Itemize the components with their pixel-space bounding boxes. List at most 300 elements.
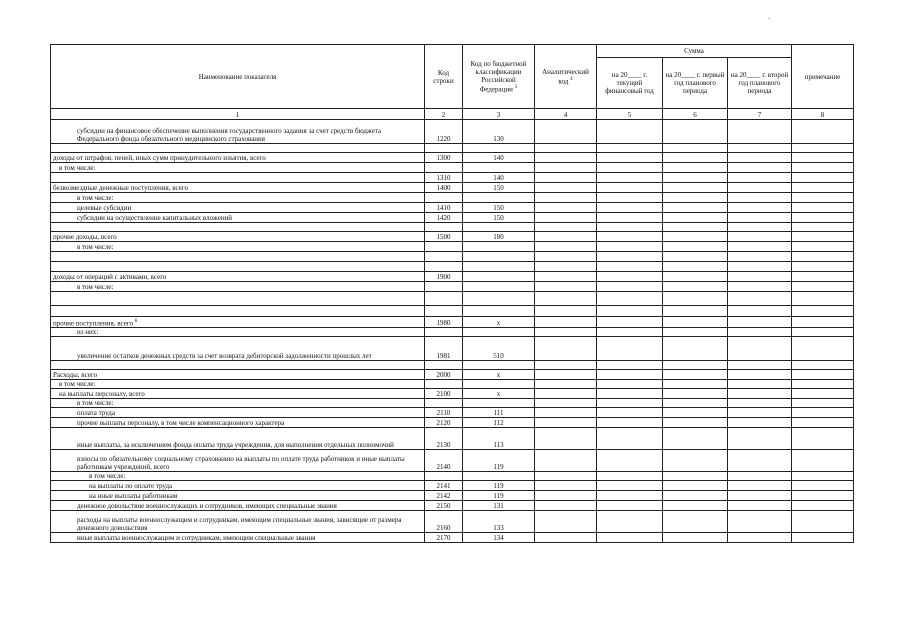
empty-value-cell[interactable] — [535, 183, 597, 193]
empty-value-cell[interactable] — [597, 491, 663, 501]
empty-value-cell[interactable] — [728, 481, 792, 491]
row-name-text: денежное довольствие военнослужащих и сотрудников, имеющих специальные звания — [77, 502, 337, 510]
row-name-text: в том числе: — [89, 472, 126, 480]
row-code: 1400 — [425, 183, 463, 193]
row-name-text: прочие поступления, всего — [53, 319, 134, 327]
row-indicator-name — [51, 511, 425, 533]
empty-value-cell[interactable] — [663, 153, 728, 163]
empty-value-cell[interactable] — [535, 193, 597, 203]
table-row — [51, 361, 854, 370]
row-name-text: субсидии на осуществление капитальных вложений — [77, 214, 233, 222]
empty-value-cell[interactable] — [792, 183, 854, 193]
row-bk-code — [463, 262, 535, 272]
row-indicator-name — [51, 317, 425, 328]
table-row — [51, 370, 854, 380]
row-indicator-name — [51, 144, 425, 153]
empty-value-cell[interactable] — [535, 389, 597, 399]
row-indicator-name — [51, 370, 425, 380]
row-code — [425, 193, 463, 203]
empty-value-cell[interactable] — [663, 232, 728, 242]
empty-value-cell[interactable] — [597, 511, 663, 533]
empty-value-cell[interactable] — [792, 511, 854, 533]
column-number: 1 — [51, 109, 425, 120]
column-number: 5 — [597, 109, 663, 120]
header-bk — [463, 45, 535, 109]
empty-value-cell[interactable] — [728, 173, 792, 183]
empty-value-cell[interactable] — [792, 120, 854, 144]
table-row — [51, 418, 854, 428]
empty-value-cell[interactable] — [792, 501, 854, 511]
empty-value-cell[interactable] — [663, 511, 728, 533]
table-row — [51, 399, 854, 408]
empty-value-cell[interactable] — [728, 317, 792, 328]
row-indicator-name — [51, 389, 425, 399]
empty-value-cell[interactable] — [792, 370, 854, 380]
empty-value-cell[interactable] — [535, 292, 597, 306]
row-code: 2142 — [425, 491, 463, 501]
empty-value-cell[interactable] — [597, 408, 663, 418]
row-indicator-name — [51, 380, 425, 389]
empty-value-cell[interactable] — [663, 183, 728, 193]
empty-value-cell[interactable] — [597, 501, 663, 511]
table-row — [51, 232, 854, 242]
row-indicator-name — [51, 203, 425, 213]
empty-value-cell[interactable] — [663, 428, 728, 450]
row-code — [425, 361, 463, 370]
row-code: 1310 — [425, 173, 463, 183]
empty-value-cell[interactable] — [597, 232, 663, 242]
empty-value-cell[interactable] — [597, 163, 663, 173]
empty-value-cell[interactable] — [728, 491, 792, 501]
row-name-text: расходы на выплаты военнослужащим и сотрудникам, имеющим специальные звания, зависящие от размера денежного довольствия — [77, 516, 402, 532]
empty-value-cell[interactable] — [663, 144, 728, 153]
empty-value-cell[interactable] — [597, 282, 663, 292]
table-row — [51, 120, 854, 144]
empty-value-cell[interactable] — [728, 418, 792, 428]
empty-value-cell[interactable] — [535, 501, 597, 511]
empty-value-cell[interactable] — [792, 232, 854, 242]
empty-value-cell[interactable] — [597, 361, 663, 370]
row-code: 1410 — [425, 203, 463, 213]
empty-value-cell[interactable] — [535, 282, 597, 292]
header-analytic — [535, 45, 597, 109]
empty-value-cell[interactable] — [792, 408, 854, 418]
empty-value-cell[interactable] — [663, 193, 728, 203]
header-name: Наименование показателя — [51, 45, 425, 109]
empty-value-cell[interactable] — [597, 183, 663, 193]
row-code: 1300 — [425, 153, 463, 163]
empty-value-cell[interactable] — [663, 370, 728, 380]
row-bk-code: 510 — [463, 337, 535, 361]
empty-value-cell[interactable] — [535, 203, 597, 213]
empty-value-cell[interactable] — [792, 252, 854, 262]
table-row — [51, 292, 854, 306]
empty-value-cell[interactable] — [535, 120, 597, 144]
empty-value-cell[interactable] — [535, 163, 597, 173]
table-row — [51, 337, 854, 361]
empty-value-cell[interactable] — [663, 533, 728, 543]
empty-value-cell[interactable] — [597, 153, 663, 163]
empty-value-cell[interactable] — [663, 163, 728, 173]
empty-value-cell[interactable] — [535, 232, 597, 242]
row-name-text: на выплаты персоналу, всего — [59, 390, 145, 398]
empty-value-cell[interactable] — [597, 242, 663, 252]
row-bk-code: 134 — [463, 533, 535, 543]
empty-value-cell[interactable] — [728, 292, 792, 306]
row-indicator-name — [51, 533, 425, 543]
empty-value-cell[interactable] — [792, 337, 854, 361]
row-name-text: прочие доходы, всего — [53, 233, 117, 241]
empty-value-cell[interactable] — [792, 418, 854, 428]
corner-mark: . — [768, 12, 770, 21]
empty-value-cell[interactable] — [728, 262, 792, 272]
row-code: 1981 — [425, 337, 463, 361]
empty-value-cell[interactable] — [792, 223, 854, 232]
empty-value-cell[interactable] — [792, 153, 854, 163]
empty-value-cell[interactable] — [728, 183, 792, 193]
row-bk-code — [463, 252, 535, 262]
empty-value-cell[interactable] — [792, 399, 854, 408]
row-code: 2140 — [425, 450, 463, 472]
empty-value-cell[interactable] — [535, 533, 597, 543]
row-bk-code: 150 — [463, 213, 535, 223]
empty-value-cell[interactable] — [535, 399, 597, 408]
row-indicator-name — [51, 491, 425, 501]
row-code: 1220 — [425, 120, 463, 144]
row-bk-code: 140 — [463, 173, 535, 183]
row-code — [425, 399, 463, 408]
empty-value-cell[interactable] — [792, 328, 854, 337]
empty-value-cell[interactable] — [535, 472, 597, 481]
table-row — [51, 252, 854, 262]
empty-value-cell[interactable] — [663, 282, 728, 292]
empty-value-cell[interactable] — [535, 450, 597, 472]
row-bk-code — [463, 272, 535, 282]
row-code: 2130 — [425, 428, 463, 450]
row-name-text: прочие выплаты персоналу, в том числе компенсационного характера — [77, 419, 285, 427]
empty-value-cell[interactable] — [792, 306, 854, 317]
row-bk-code — [463, 163, 535, 173]
empty-value-cell[interactable] — [597, 144, 663, 153]
empty-value-cell[interactable] — [663, 337, 728, 361]
header-year3: на 20____ г. второй год планового периода — [728, 58, 792, 109]
table-header — [51, 45, 854, 120]
table-row — [51, 183, 854, 193]
row-bk-code — [463, 361, 535, 370]
row-bk-code: 140 — [463, 153, 535, 163]
row-name-text: на иные выплаты работникам — [89, 492, 178, 500]
empty-value-cell[interactable] — [792, 389, 854, 399]
empty-value-cell[interactable] — [728, 223, 792, 232]
row-indicator-name — [51, 418, 425, 428]
table-row — [51, 223, 854, 232]
empty-value-cell[interactable] — [792, 428, 854, 450]
row-indicator-name — [51, 163, 425, 173]
empty-value-cell[interactable] — [663, 380, 728, 389]
row-bk-code: 133 — [463, 511, 535, 533]
row-bk-code: 130 — [463, 120, 535, 144]
empty-value-cell[interactable] — [597, 173, 663, 183]
empty-value-cell[interactable] — [728, 472, 792, 481]
empty-value-cell[interactable] — [792, 361, 854, 370]
empty-value-cell[interactable] — [535, 223, 597, 232]
empty-value-cell[interactable] — [792, 193, 854, 203]
empty-value-cell[interactable] — [663, 242, 728, 252]
row-indicator-name — [51, 120, 425, 144]
empty-value-cell[interactable] — [728, 144, 792, 153]
empty-value-cell[interactable] — [663, 450, 728, 472]
empty-value-cell[interactable] — [535, 418, 597, 428]
row-indicator-name — [51, 450, 425, 472]
row-name-text: взносы по обязательному социальному страхованию на выплаты по оплате труда работников и иные выплаты работникам учреждений, всего — [77, 455, 405, 471]
empty-value-cell[interactable] — [535, 262, 597, 272]
empty-value-cell[interactable] — [663, 418, 728, 428]
empty-value-cell[interactable] — [535, 328, 597, 337]
empty-value-cell[interactable] — [535, 213, 597, 223]
empty-value-cell[interactable] — [792, 533, 854, 543]
empty-value-cell[interactable] — [597, 533, 663, 543]
empty-value-cell[interactable] — [792, 317, 854, 328]
empty-value-cell[interactable] — [728, 380, 792, 389]
empty-value-cell[interactable] — [597, 472, 663, 481]
empty-value-cell[interactable] — [663, 317, 728, 328]
row-bk-code: х — [463, 317, 535, 328]
empty-value-cell[interactable] — [597, 418, 663, 428]
empty-value-cell[interactable] — [728, 501, 792, 511]
empty-value-cell[interactable] — [597, 272, 663, 282]
empty-value-cell[interactable] — [535, 370, 597, 380]
empty-value-cell[interactable] — [728, 511, 792, 533]
empty-value-cell[interactable] — [728, 389, 792, 399]
row-bk-code — [463, 282, 535, 292]
empty-value-cell[interactable] — [663, 213, 728, 223]
empty-value-cell[interactable] — [663, 389, 728, 399]
empty-value-cell[interactable] — [728, 361, 792, 370]
empty-value-cell[interactable] — [792, 163, 854, 173]
row-code: 2150 — [425, 501, 463, 511]
empty-value-cell[interactable] — [535, 428, 597, 450]
row-code: 1420 — [425, 213, 463, 223]
empty-value-cell[interactable] — [597, 203, 663, 213]
row-code: 2120 — [425, 418, 463, 428]
empty-value-cell[interactable] — [663, 306, 728, 317]
row-name-text: в том числе: — [77, 399, 114, 407]
empty-value-cell[interactable] — [663, 472, 728, 481]
table-row — [51, 262, 854, 272]
empty-value-cell[interactable] — [663, 262, 728, 272]
table-row — [51, 408, 854, 418]
empty-value-cell[interactable] — [535, 173, 597, 183]
empty-value-cell[interactable] — [728, 153, 792, 163]
empty-value-cell[interactable] — [597, 481, 663, 491]
empty-value-cell[interactable] — [597, 389, 663, 399]
row-bk-code: 119 — [463, 450, 535, 472]
empty-value-cell[interactable] — [792, 272, 854, 282]
empty-value-cell[interactable] — [663, 361, 728, 370]
empty-value-cell[interactable] — [663, 203, 728, 213]
empty-value-cell[interactable] — [535, 306, 597, 317]
empty-value-cell[interactable] — [663, 399, 728, 408]
row-indicator-name — [51, 153, 425, 163]
empty-value-cell[interactable] — [728, 272, 792, 282]
empty-value-cell[interactable] — [597, 328, 663, 337]
empty-value-cell[interactable] — [597, 120, 663, 144]
row-code — [425, 328, 463, 337]
empty-value-cell[interactable] — [728, 328, 792, 337]
empty-value-cell[interactable] — [597, 193, 663, 203]
empty-value-cell[interactable] — [792, 242, 854, 252]
empty-value-cell[interactable] — [728, 193, 792, 203]
row-indicator-name — [51, 361, 425, 370]
table-row — [51, 472, 854, 481]
row-name-text: субсидии на финансовое обеспечение выполнения государственного задания за счет средств бюджета Федерального фонда обязательного медицинского страхования — [77, 127, 382, 143]
empty-value-cell[interactable] — [597, 252, 663, 262]
row-name-text: на выплаты по оплате труда — [89, 482, 173, 490]
row-indicator-name — [51, 282, 425, 292]
empty-value-cell[interactable] — [535, 380, 597, 389]
empty-value-cell[interactable] — [792, 262, 854, 272]
empty-value-cell[interactable] — [728, 232, 792, 242]
row-indicator-name — [51, 232, 425, 242]
row-bk-code: 180 — [463, 232, 535, 242]
row-indicator-name — [51, 501, 425, 511]
empty-value-cell[interactable] — [597, 213, 663, 223]
empty-value-cell[interactable] — [597, 380, 663, 389]
empty-value-cell[interactable] — [728, 213, 792, 223]
empty-value-cell[interactable] — [663, 292, 728, 306]
empty-value-cell[interactable] — [597, 306, 663, 317]
empty-value-cell[interactable] — [728, 533, 792, 543]
header-bk-text: Код по бюджетной классификации Российской Федерации — [470, 59, 527, 94]
row-name-text: иные выплаты, за исключением фонда оплаты труда учреждения, для выполнения отдельных полномочий — [77, 441, 394, 449]
empty-value-cell[interactable] — [597, 399, 663, 408]
empty-value-cell[interactable] — [535, 511, 597, 533]
table-row — [51, 328, 854, 337]
empty-value-cell[interactable] — [728, 252, 792, 262]
empty-value-cell[interactable] — [728, 203, 792, 213]
empty-value-cell[interactable] — [597, 370, 663, 380]
row-bk-code: 113 — [463, 428, 535, 450]
empty-value-cell[interactable] — [792, 144, 854, 153]
empty-value-cell[interactable] — [792, 380, 854, 389]
empty-value-cell[interactable] — [535, 491, 597, 501]
empty-value-cell[interactable] — [792, 282, 854, 292]
empty-value-cell[interactable] — [663, 501, 728, 511]
empty-value-cell[interactable] — [535, 481, 597, 491]
empty-value-cell[interactable] — [792, 491, 854, 501]
row-indicator-name — [51, 173, 425, 183]
table-row — [51, 282, 854, 292]
empty-value-cell[interactable] — [728, 337, 792, 361]
empty-value-cell[interactable] — [663, 272, 728, 282]
empty-value-cell[interactable] — [535, 144, 597, 153]
empty-value-cell[interactable] — [597, 337, 663, 361]
empty-value-cell[interactable] — [597, 450, 663, 472]
empty-value-cell[interactable] — [728, 370, 792, 380]
column-number: 3 — [463, 109, 535, 120]
plan-table — [50, 44, 854, 543]
empty-value-cell[interactable] — [535, 242, 597, 252]
row-bk-code: 150 — [463, 183, 535, 193]
header-note: примечание — [792, 45, 854, 109]
empty-value-cell[interactable] — [663, 408, 728, 418]
empty-value-cell[interactable] — [663, 120, 728, 144]
empty-value-cell[interactable] — [597, 292, 663, 306]
header-sum: Сумма — [597, 45, 792, 58]
row-indicator-name — [51, 272, 425, 282]
empty-value-cell[interactable] — [535, 361, 597, 370]
empty-value-cell[interactable] — [792, 292, 854, 306]
row-bk-code — [463, 242, 535, 252]
empty-value-cell[interactable] — [728, 306, 792, 317]
empty-value-cell[interactable] — [535, 317, 597, 328]
row-footnote-sup: 6 — [134, 318, 138, 324]
empty-value-cell[interactable] — [663, 223, 728, 232]
empty-value-cell[interactable] — [663, 328, 728, 337]
row-indicator-name — [51, 252, 425, 262]
empty-value-cell[interactable] — [597, 223, 663, 232]
row-code: 1500 — [425, 232, 463, 242]
empty-value-cell[interactable] — [535, 252, 597, 262]
empty-value-cell[interactable] — [728, 242, 792, 252]
row-indicator-name — [51, 306, 425, 317]
empty-value-cell[interactable] — [728, 399, 792, 408]
row-bk-code: 119 — [463, 491, 535, 501]
empty-value-cell[interactable] — [792, 213, 854, 223]
empty-value-cell[interactable] — [535, 153, 597, 163]
row-indicator-name — [51, 223, 425, 232]
row-indicator-name — [51, 183, 425, 193]
empty-value-cell[interactable] — [728, 428, 792, 450]
table-row — [51, 173, 854, 183]
empty-value-cell[interactable] — [792, 450, 854, 472]
row-indicator-name — [51, 399, 425, 408]
empty-value-cell[interactable] — [792, 481, 854, 491]
empty-value-cell[interactable] — [535, 337, 597, 361]
empty-value-cell[interactable] — [597, 428, 663, 450]
empty-value-cell[interactable] — [663, 491, 728, 501]
empty-value-cell[interactable] — [663, 481, 728, 491]
row-code — [425, 252, 463, 262]
empty-value-cell[interactable] — [728, 120, 792, 144]
row-code — [425, 472, 463, 481]
row-name-text: Расходы, всего — [53, 371, 98, 379]
row-code — [425, 144, 463, 153]
empty-value-cell[interactable] — [792, 203, 854, 213]
empty-value-cell[interactable] — [728, 282, 792, 292]
row-bk-code — [463, 472, 535, 481]
empty-value-cell[interactable] — [597, 317, 663, 328]
table-row — [51, 144, 854, 153]
empty-value-cell[interactable] — [792, 173, 854, 183]
empty-value-cell[interactable] — [663, 252, 728, 262]
empty-value-cell[interactable] — [663, 173, 728, 183]
header-analytic-sup: 4 — [570, 76, 573, 82]
row-code: 1980 — [425, 317, 463, 328]
row-name-text: из них: — [77, 328, 99, 336]
empty-value-cell[interactable] — [792, 472, 854, 481]
row-code — [425, 380, 463, 389]
empty-value-cell[interactable] — [728, 163, 792, 173]
row-code: 2160 — [425, 511, 463, 533]
empty-value-cell[interactable] — [535, 272, 597, 282]
header-year2: на 20____ г. первый год планового периода — [663, 58, 728, 109]
empty-value-cell[interactable] — [535, 408, 597, 418]
empty-value-cell[interactable] — [728, 408, 792, 418]
empty-value-cell[interactable] — [597, 262, 663, 272]
row-code: 2141 — [425, 481, 463, 491]
empty-value-cell[interactable] — [728, 450, 792, 472]
